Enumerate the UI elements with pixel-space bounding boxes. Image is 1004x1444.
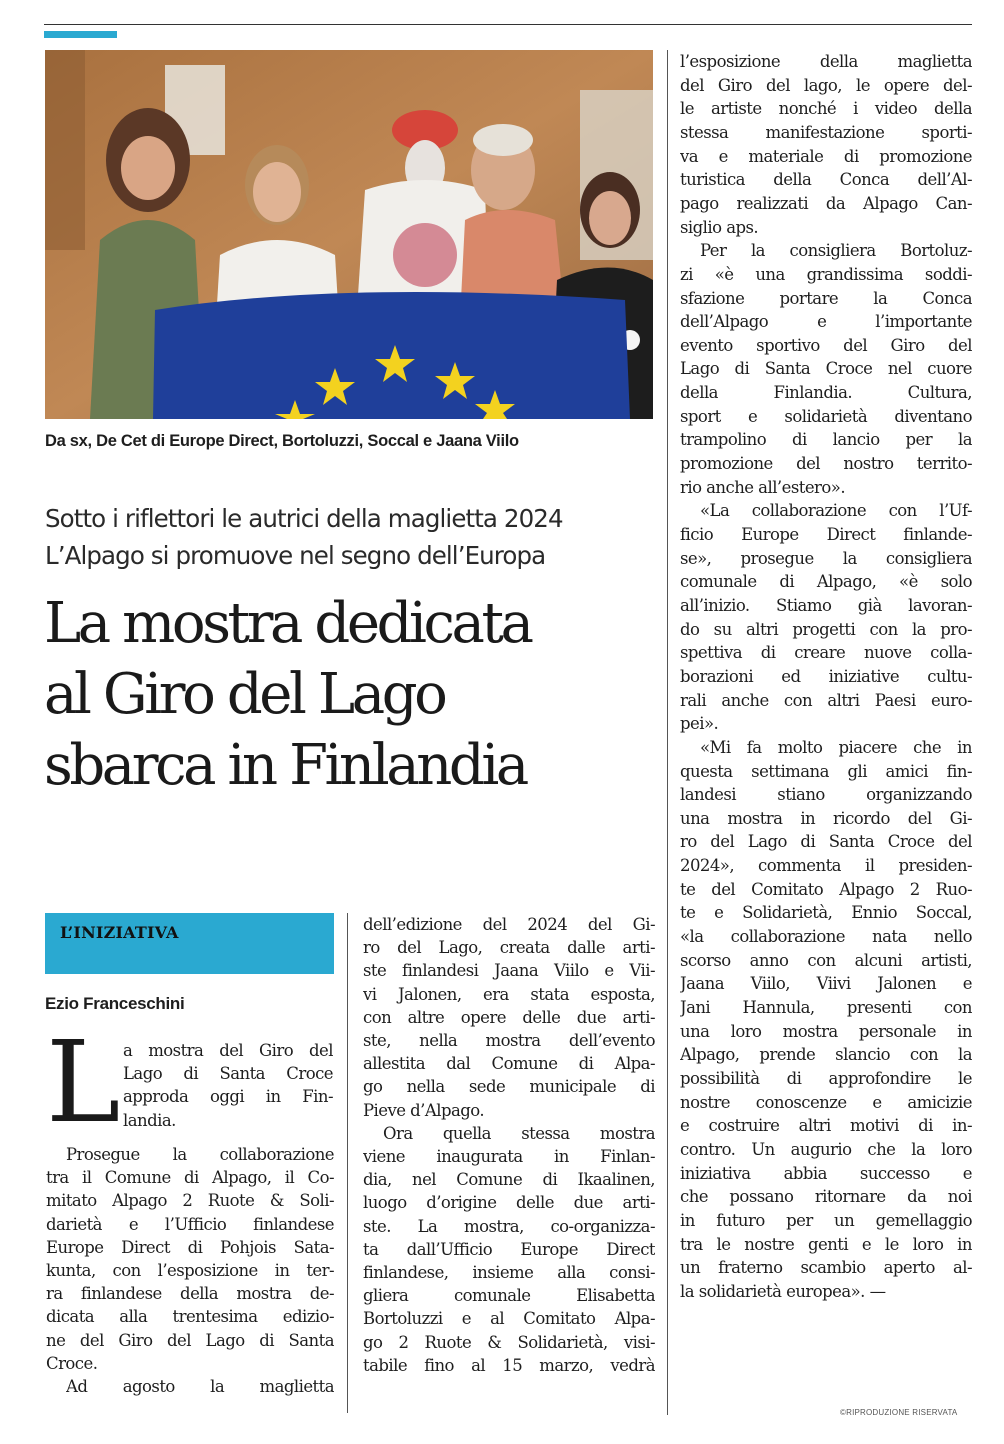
- headline-line-1: La mostra dedicata: [44, 591, 531, 656]
- kicker-line-2: L’Alpago si promuove nel segno dell’Europa: [45, 541, 546, 570]
- text-line: finlandese, insieme alla consi-: [363, 1263, 655, 1282]
- section-tag-label: L’INIZIATIVA: [60, 923, 179, 942]
- text-line: va e materiale di promozione: [680, 146, 972, 166]
- text-line: landia.: [123, 1110, 176, 1130]
- section-tag: [45, 913, 334, 974]
- text-line: scorso anno con alcuni artisti,: [680, 950, 972, 970]
- text-line: contro. Un augurio che la loro: [680, 1139, 972, 1159]
- text-line: sfazione portare la Conca: [680, 288, 972, 308]
- text-line: Prosegue la collaborazione: [66, 1145, 334, 1164]
- text-line: landesi stiano organizzando: [680, 785, 972, 805]
- text-line: te del Comitato Alpago 2 Ruo-: [680, 879, 972, 899]
- text-line: go nella sede municipale di: [363, 1077, 655, 1097]
- text-line: ro del Lago, creata dalle arti-: [363, 938, 655, 958]
- text-line: tra le nostre genti e le loro in: [680, 1234, 972, 1254]
- text-line: «la collaborazione nata nello: [680, 927, 972, 947]
- text-line: ste finlandesi Jaana Viilo e Vii-: [363, 961, 655, 981]
- text-line: e costruire altri motivi di in-: [680, 1116, 972, 1136]
- text-line: iniziativa abbia successo e: [680, 1163, 972, 1183]
- text-line: una loro mostra personale in: [680, 1021, 972, 1041]
- kicker-line-1: Sotto i riflettori le autrici della maglietta 2024: [45, 504, 563, 533]
- photo-caption: Da sx, De Cet di Europe Direct, Bortoluzzi, Soccal e Jaana Viilo: [45, 432, 519, 450]
- text-line: Bortoluzzi e al Comitato Alpa-: [363, 1309, 655, 1329]
- text-line: approda oggi in Fin-: [123, 1087, 333, 1107]
- text-line: allestita dal Comune di Alpa-: [363, 1054, 655, 1074]
- text-line: pago realizzati da Alpago Can-: [680, 193, 972, 213]
- text-line: ficio Europe Direct finlande-: [680, 525, 972, 544]
- text-line: Per la consigliera Bortoluz-: [700, 241, 972, 261]
- text-line: del Giro del lago, le opere del-: [680, 75, 972, 95]
- column-rule-left: [347, 913, 348, 1413]
- text-line: rio anche all’estero».: [680, 477, 846, 497]
- text-line: gliera comunale Elisabetta: [363, 1286, 655, 1306]
- text-line: dia, nel Comune di Ikaalinen,: [363, 1170, 655, 1190]
- text-line: a mostra del Giro del: [123, 1041, 333, 1060]
- text-line: Croce.: [46, 1353, 98, 1373]
- text-line: una mostra in ricordo del Gi-: [680, 808, 972, 828]
- text-line: «Mi fa molto piacere che in: [700, 737, 972, 757]
- text-line: pei».: [680, 714, 719, 734]
- text-line: le artiste nonché i video della: [680, 99, 972, 119]
- text-line: go 2 Ruote & Solidarietà, visi-: [363, 1332, 655, 1352]
- column-rule-right: [667, 50, 668, 1415]
- text-line: Alpago, prende slancio con la: [680, 1045, 972, 1065]
- text-line: trampolino di lancio per la: [680, 430, 972, 450]
- text-line: Ad agosto la maglietta: [66, 1377, 334, 1396]
- text-line: dell’Alpago e l’importante: [680, 312, 972, 332]
- text-line: tra il Comune di Alpago, il Co-: [46, 1168, 334, 1188]
- text-line: darietà e l’Ufficio finlandese: [46, 1214, 334, 1234]
- text-line: rali anche con altri Paesi euro-: [680, 690, 972, 710]
- headline-line-2: al Giro del Lago: [44, 662, 445, 727]
- text-line: sport e solidarietà diventano: [680, 406, 972, 426]
- text-line: ta dall’Ufficio Europe Direct: [363, 1239, 655, 1259]
- accent-bar: [44, 31, 117, 38]
- text-line: ro del Lago di Santa Croce del: [680, 832, 972, 852]
- text-line: un fraterno scambio aperto al-: [680, 1258, 972, 1278]
- text-line: se», prosegue la consigliera: [680, 548, 972, 568]
- text-line: promozione del nostro territo-: [680, 454, 972, 474]
- text-line: questa settimana gli amici fin-: [680, 761, 972, 781]
- text-line: Jani Hannula, presenti con: [680, 998, 972, 1017]
- text-line: l’esposizione della maglietta: [680, 52, 972, 71]
- text-line: kunta, con l’esposizione in ter-: [46, 1261, 334, 1280]
- text-line: siglio aps.: [680, 217, 759, 237]
- text-line: comunale di Alpago, «è solo: [680, 572, 972, 592]
- text-line: in futuro per un gemellaggio: [680, 1210, 972, 1230]
- text-line: la solidarietà europea». —: [680, 1281, 886, 1301]
- text-line: luogo d’origine delle due arti-: [363, 1193, 655, 1213]
- article-photo: [45, 50, 653, 419]
- text-line: Jaana Viilo, Viivi Jalonen e: [680, 974, 972, 994]
- text-line: Lago di Santa Croce nel cuore: [680, 359, 972, 379]
- text-line: Lago di Santa Croce: [123, 1064, 333, 1084]
- text-line: turistica della Conca dell’Al-: [680, 170, 972, 190]
- text-line: borazioni ed iniziative cultu-: [680, 666, 972, 686]
- text-line: della Finlandia. Cultura,: [680, 383, 972, 403]
- text-line: all’inizio. Stiamo già lavoran-: [680, 595, 972, 615]
- text-line: dicata alla trentesima edizio-: [46, 1307, 334, 1327]
- text-line: mitato Alpago 2 Ruote & Soli-: [46, 1191, 334, 1211]
- top-rule: [44, 24, 972, 25]
- text-line: dell’edizione del 2024 del Gi-: [363, 915, 655, 934]
- text-line: «La collaborazione con l’Uf-: [700, 501, 972, 521]
- text-line: 2024», commenta il presiden-: [680, 856, 972, 876]
- text-line: viene inaugurata in Finlan-: [363, 1147, 655, 1166]
- text-line: zi «è una grandissima soddi-: [680, 264, 972, 284]
- text-line: possibilità di approfondire le: [680, 1068, 972, 1088]
- photo-illustration: [45, 50, 653, 419]
- text-line: Ora quella stessa mostra: [383, 1123, 655, 1143]
- text-line: stessa manifestazione sporti-: [680, 122, 972, 142]
- text-line: con altre opere delle due arti-: [363, 1007, 655, 1027]
- text-line: che possano ritornare da noi: [680, 1187, 972, 1207]
- text-line: Pieve d’Alpago.: [363, 1100, 485, 1120]
- drop-cap: L: [46, 1018, 121, 1148]
- headline-line-3: sbarca in Finlandia: [44, 733, 526, 798]
- text-line: evento sportivo del Giro del: [680, 335, 972, 355]
- copyright-notice: ©RIPRODUZIONE RISERVATA: [840, 1408, 958, 1417]
- text-line: Europe Direct di Pohjois Sata-: [46, 1237, 334, 1257]
- text-line: tabile fino al 15 marzo, vedrà: [363, 1355, 655, 1375]
- text-line: ste, nella mostra dell’evento: [363, 1031, 655, 1050]
- text-line: spettiva di creare nuove colla-: [680, 643, 972, 663]
- text-line: vi Jalonen, era stata esposta,: [363, 984, 655, 1004]
- text-line: te e Solidarietà, Ennio Soccal,: [680, 903, 972, 923]
- text-line: ra finlandese della mostra de-: [46, 1284, 334, 1304]
- text-line: do su altri progetti con la pro-: [680, 619, 972, 639]
- text-line: ste. La mostra, co-organizza-: [363, 1216, 655, 1236]
- text-line: nostre conoscenze e amicizie: [680, 1092, 972, 1112]
- text-line: ne del Giro del Lago di Santa: [46, 1330, 334, 1350]
- author-byline: Ezio Franceschini: [45, 994, 185, 1013]
